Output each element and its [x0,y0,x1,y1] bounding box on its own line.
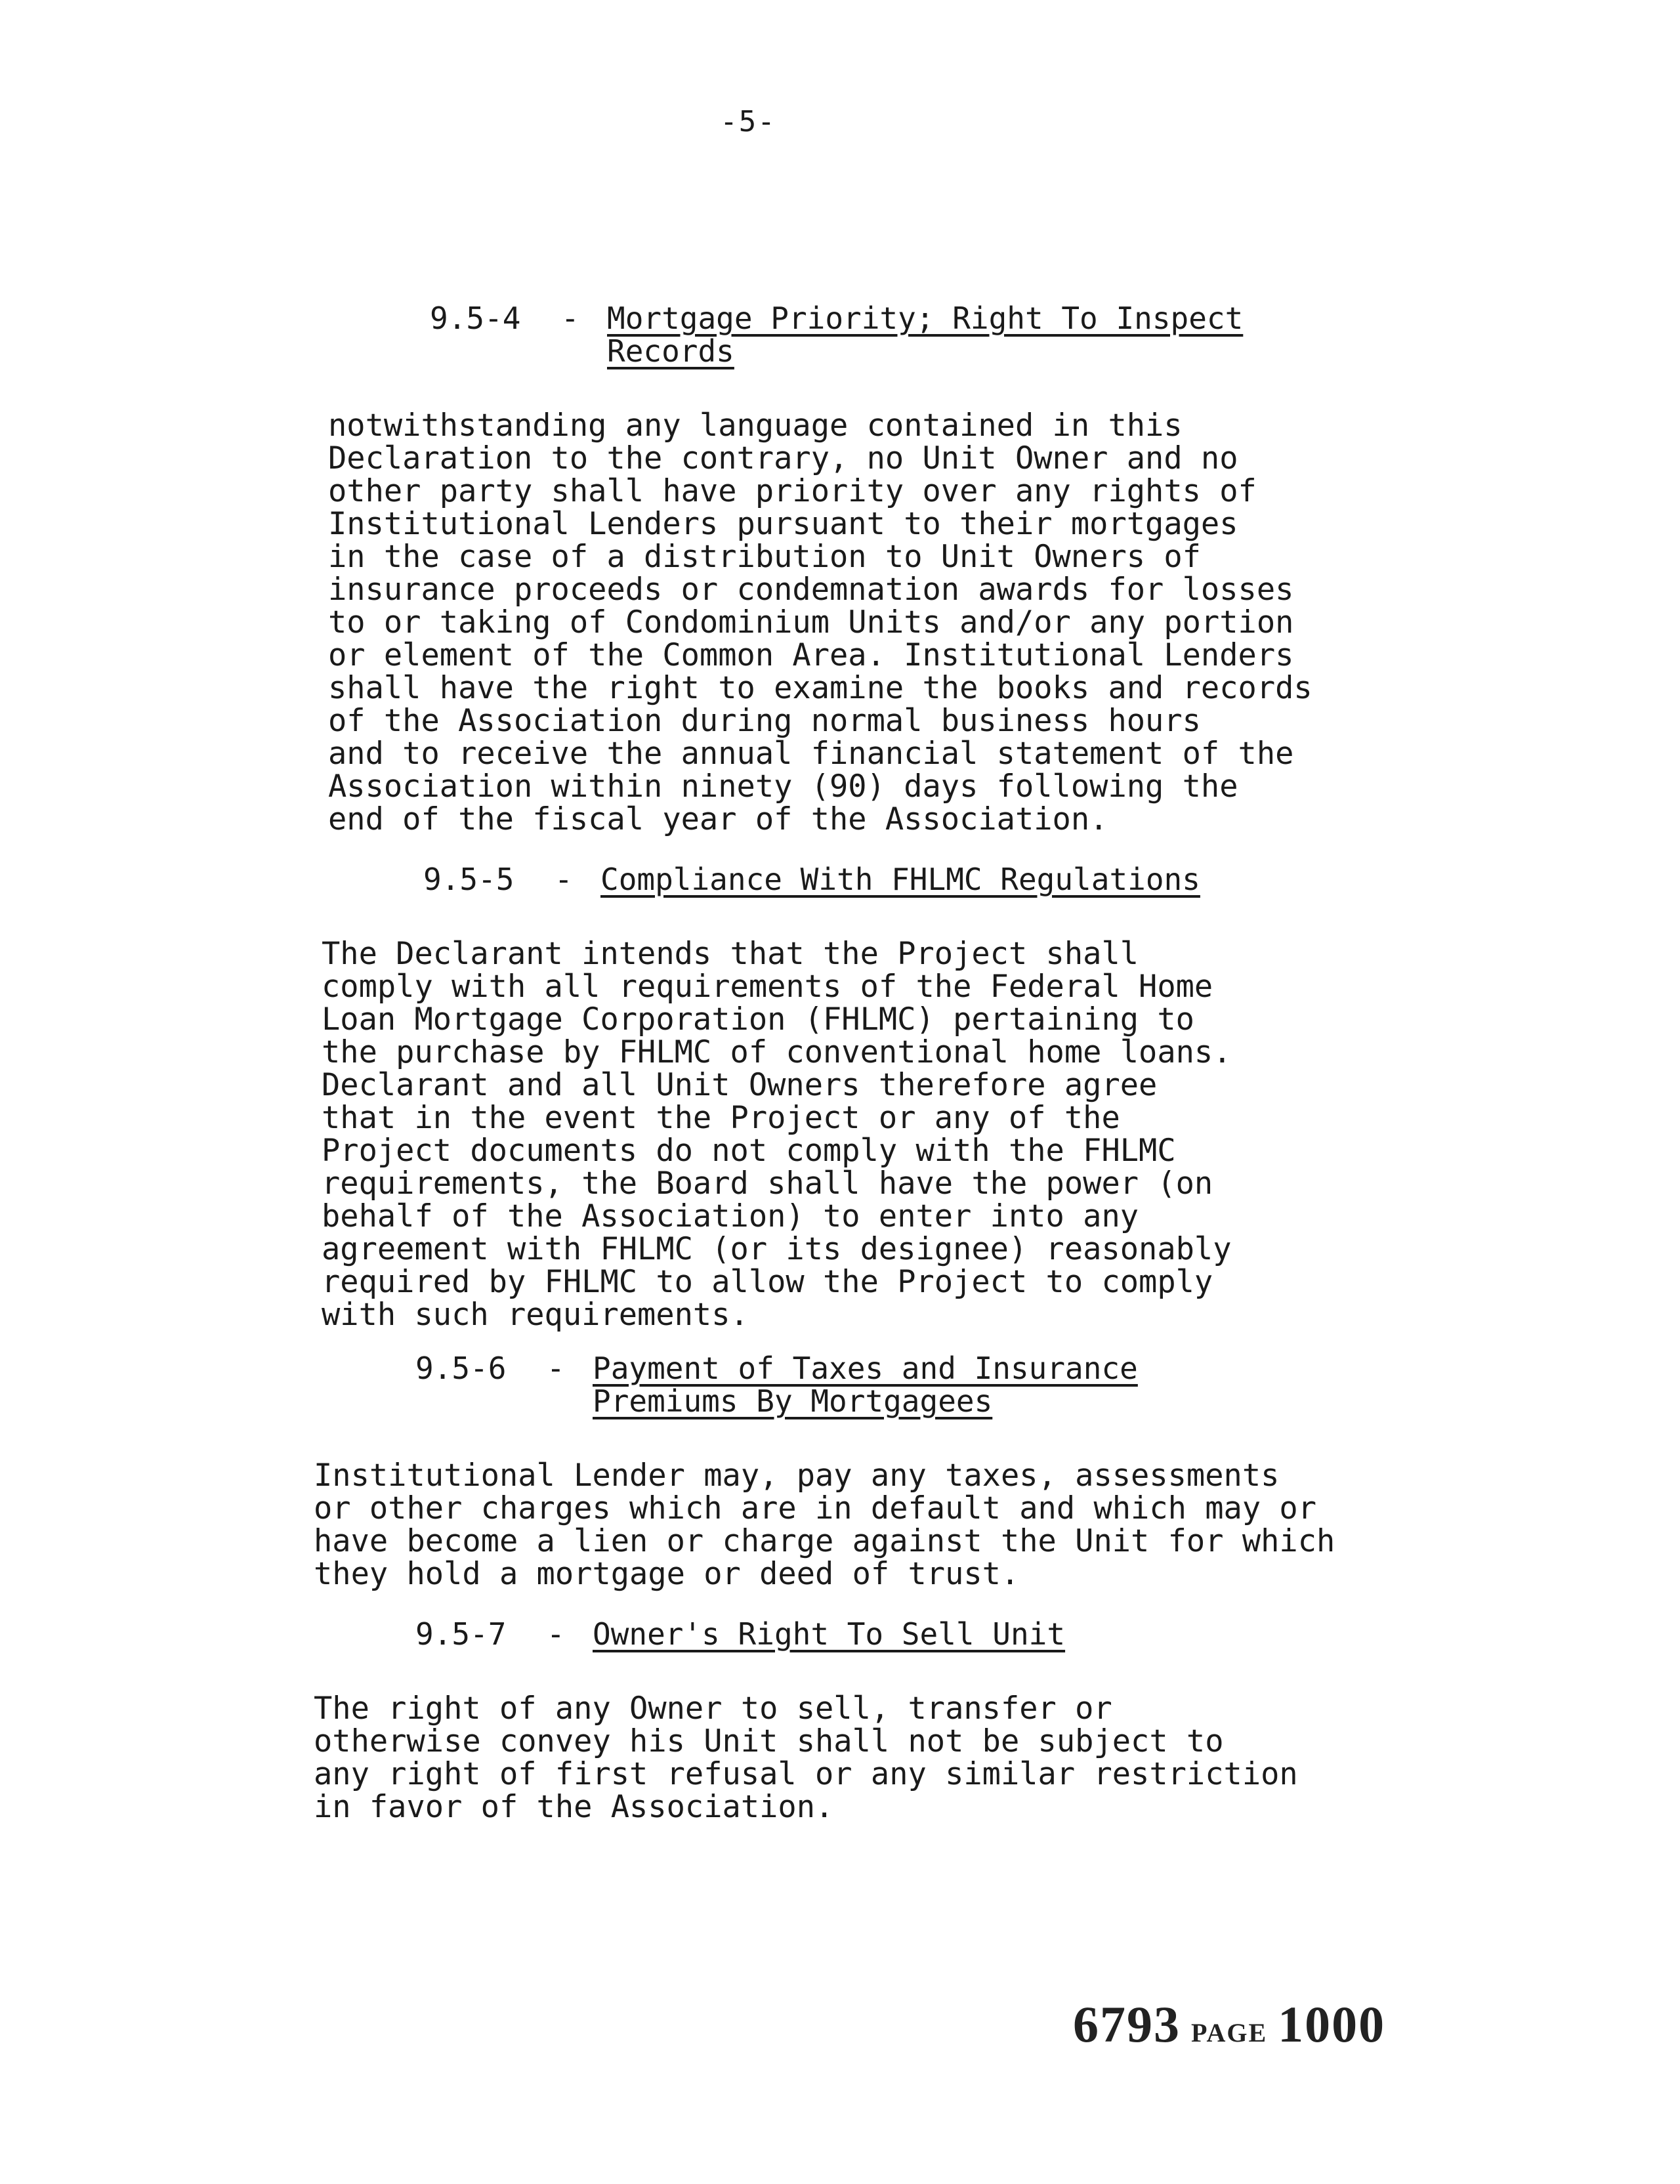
section-dash: - [561,301,579,336]
section-title: Mortgage Priority; Right To Inspect Records [607,301,1244,369]
section-title: Owner's Right To Sell Unit [593,1616,1066,1652]
section-number: 9.5-6 [415,1351,507,1386]
section-heading [314,1618,1429,1650]
section-body: The Declarant intends that the Project shall comply with all requirements of the Federal Home Loan Mortgage Corporation (FHLMC) pertaining to the purchase by FHLMC of conventional home loans. Declarant and all Unit Owners therefore agree that in the event the Project or any of the Project documents do not comply with the FHLMC requirements, the Board shall have the power (on behalf of the Association) to enter into any agreement with FHLMC (or its designee) reasonably required by FHLMC to allow the Project to comply with such requirements. [322,936,1232,1333]
stamp-page-label: PAGE [1191,2018,1268,2048]
section-9-5-5 [322,863,1345,1332]
section-body: notwithstanding any language contained in this Declaration to the contrary, no Unit Owner and no other party shall have priority over any rights of Institutional Lenders pursuant to their mortgages in the case of a distribution to Unit Owners of insurance proceeds or condemnation awards for losses to or taking of Condominium Units and/or any portion or element of the Common Area. Institutional Lenders shall have the right to examine the books and records of the Association during normal business hours and to receive the annual financial statement of the Association within ninety (90) days following the end of the fiscal year of the Association. [328,408,1312,837]
stamp-book: 6793 [1073,1996,1181,2053]
section-dash: - [547,1616,565,1652]
section-number: 9.5-4 [430,301,521,336]
section-number: 9.5-7 [415,1616,507,1652]
section-title: Compliance With FHLMC Regulations [600,862,1200,897]
section-heading [328,302,1352,368]
section-dash: - [547,1351,565,1386]
section-9-5-7 [314,1618,1429,1824]
stamp-page: 1000 [1278,1996,1386,2053]
page-number: -5- [720,105,776,138]
recording-stamp [1073,1995,1385,2054]
section-body: The right of any Owner to sell, transfer or otherwise convey his Unit shall not be subject to any right of first refusal or any similar restriction in favor of the Association. [314,1690,1298,1825]
section-9-5-6 [314,1352,1429,1591]
section-heading [322,863,1345,896]
section-title: Payment of Taxes and Insurance Premiums By Mortgagees [593,1351,1138,1419]
section-body: Institutional Lender may, pay any taxes, assessments or other charges which are in default and which may or have become a lien or charge against the Unit for which they hold a mortgage or deed of trust. [314,1458,1335,1592]
section-dash: - [555,862,573,897]
section-number: 9.5-5 [423,862,514,897]
section-9-5-4 [328,302,1352,836]
section-heading [314,1352,1429,1418]
